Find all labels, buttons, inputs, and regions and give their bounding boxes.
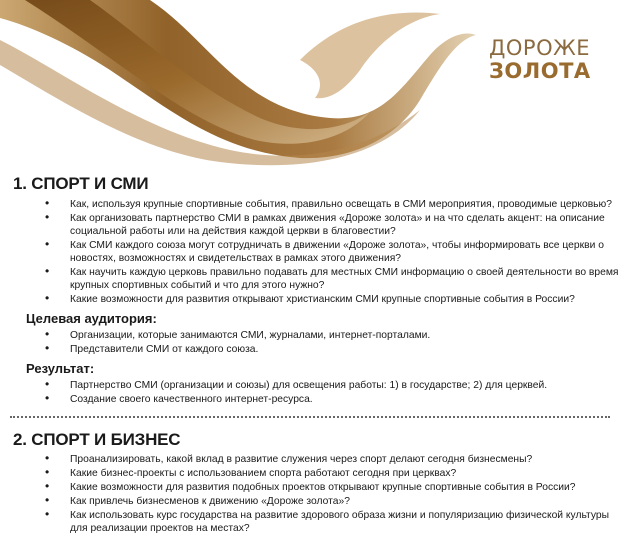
section-sport-business [10, 430, 622, 535]
list-item: • Какие бизнес-проекты с использованием спорта работают сегодня при церквах? [45, 467, 622, 480]
list-item: • Организации, которые занимаются СМИ, журналами, интернет-порталами. [45, 329, 622, 342]
result-heading: Результат: [26, 361, 95, 376]
logo [489, 38, 591, 82]
list-item: • Как привлечь бизнесменов к движению «Дороже золота»? [45, 495, 622, 508]
result-list [10, 379, 622, 406]
document-body [10, 174, 622, 536]
section-title: 2. СПОРТ И БИЗНЕС [13, 430, 181, 449]
list-item: • Какие возможности для развития подобных проектов открывают крупные спортивные события в России? [45, 481, 622, 494]
list-item: • Создание своего качественного интернет-ресурса. [45, 393, 622, 406]
logo-line-2: ЗОЛОТА [489, 59, 591, 83]
ribbon-decoration [0, 0, 630, 170]
list-item: • Как, используя крупные спортивные события, правильно освещать в СМИ мероприятия, проводимые церковью? [45, 198, 622, 211]
list-item: • Как СМИ каждого союза могут сотрудничать в движении «Дороже золота», чтобы информировать все церкви о новостях, возможностях и свидетельствах в рамках этого движения? [45, 239, 622, 265]
question-list [10, 198, 622, 306]
list-item: • Какие возможности для развития открывают христианским СМИ крупные спортивные события в России? [45, 293, 622, 306]
section-title: 1. СПОРТ И СМИ [13, 174, 149, 193]
dotted-divider [10, 416, 610, 418]
question-list [10, 453, 622, 535]
list-item: • Представители СМИ от каждого союза. [45, 343, 622, 356]
list-item: • Партнерство СМИ (организации и союзы) для освещения работы: 1) в государстве; 2) для церквей. [45, 379, 622, 392]
list-item: • Проанализировать, какой вклад в развитие служения через спорт делают сегодня бизнесмены? [45, 453, 622, 466]
logo-line-1: ДОРОЖЕ [489, 36, 591, 60]
section-sport-media [10, 174, 622, 406]
list-item: • Как использовать курс государства на развитие здорового образа жизни и популяризацию физической культуры для реализации проектов на местах? [45, 509, 622, 535]
list-item: • Как научить каждую церковь правильно подавать для местных СМИ информацию о своей деятельности во время крупных спортивных событий и что для этого нужно? [45, 266, 622, 292]
audience-list [10, 329, 622, 356]
audience-heading: Целевая аудитория: [26, 311, 157, 326]
list-item: • Как организовать партнерство СМИ в рамках движения «Дороже золота» и на что сделать акцент: на описание социальной работы или на действия каждой церкви в благовестии? [45, 212, 622, 238]
